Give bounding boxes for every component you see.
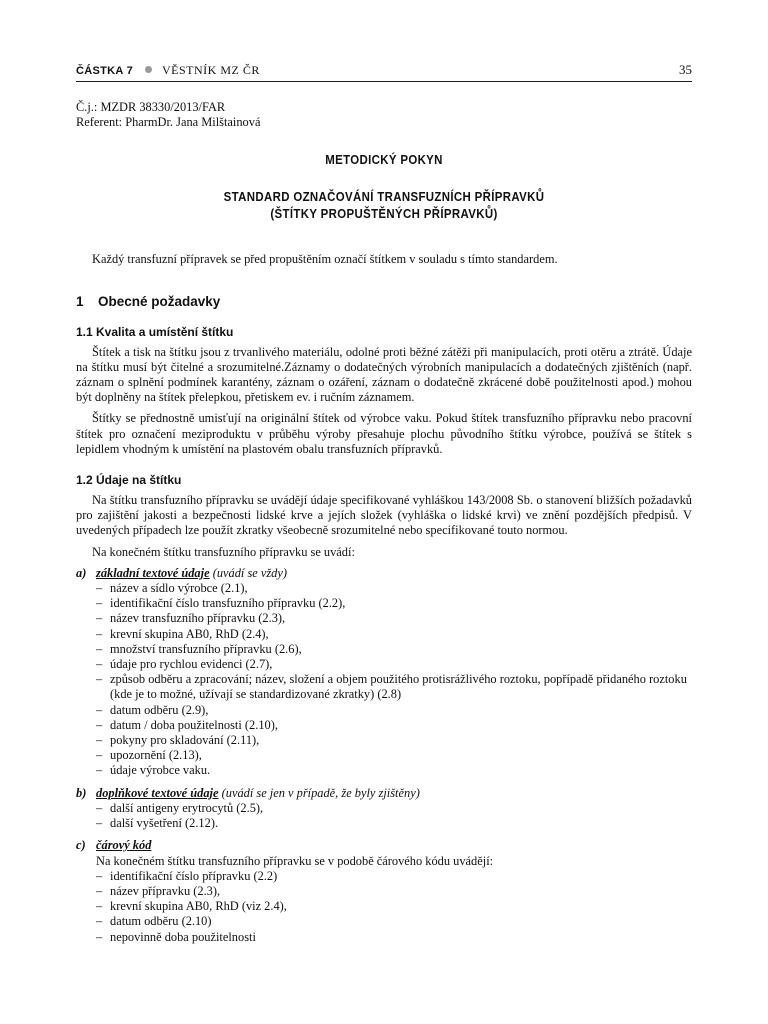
list-item: – krevní skupina AB0, RhD (viz 2.4), xyxy=(96,899,692,914)
list-a-letter: a) xyxy=(76,565,87,580)
subtitle-line-1: STANDARD OZNAČOVÁNÍ TRANSFUZNÍCH PŘÍPRAVKŮ xyxy=(223,189,545,205)
list-item: – krevní skupina AB0, RhD (2.4), xyxy=(96,627,692,642)
list-a-heading xyxy=(76,566,692,581)
list-item: – nepovinně doba použitelnosti xyxy=(96,930,692,945)
section-1-1-paragraph-1: Štítek a tisk na štítku jsou z trvanlivého materiálu, odolné proti běžné zátěži při manipulacích, proti otěru a ztrátě. Údaje na štítku musí být čitelné a srozumitelné.Záznamy o dodatečných výrobních manipulacích a dodatečných zjištěních (např. záznam o splnění podmínek karantény, záznam o ozáření, záznam o dodatečně zkrácené době použitelnosti apod.) mohou být doplněny na štítek přelepkou, přetiskem ev. i ručním záznamem. xyxy=(76,344,692,405)
list-item: – název přípravku (2.3), xyxy=(96,884,692,899)
list-item: – množství transfuzního přípravku (2.6), xyxy=(96,642,692,657)
list-item: – datum / doba použitelnosti (2.10), xyxy=(96,718,692,733)
section-1-number: 1 xyxy=(76,293,84,309)
list-item: – pokyny pro skladování (2.11), xyxy=(96,733,692,748)
list-item: – název transfuzního přípravku (2.3), xyxy=(96,611,692,626)
header-journal: VĚSTNÍK MZ ČR xyxy=(162,63,260,77)
list-a xyxy=(76,581,692,779)
section-1-2-paragraph-2: Na konečném štítku transfuzního přípravku se uvádí: xyxy=(92,544,355,559)
list-item: – datum odběru (2.10) xyxy=(96,914,692,929)
section-1-2-paragraph-1: Na štítku transfuzního přípravku se uvádějí údaje specifikované vyhláškou 143/2008 Sb. o stanovení bližších požadavků pro zajištění jakosti a bezpečnosti lidské krve a jejích složek (vyhláška o lidské krvi) ve znění pozdějších předpisů. V uvedených případech lze použít zkratky všeobecně srozumitelné nebo specifikované touto normou. xyxy=(76,493,692,538)
document-title: METODICKÝ POKYN xyxy=(325,152,443,168)
reference-cj: Č.j.: MZDR 38330/2013/FAR xyxy=(76,100,226,114)
list-b-label: doplňkové textové údaje xyxy=(96,785,219,800)
page-number: 35 xyxy=(679,62,692,77)
section-1-1-paragraph-2: Štítky se přednostně umisťují na originální štítek od výrobce vaku. Pokud štítek transfuzního přípravku nebo pracovní štítek pro označení meziproduktu v průběhu výroby přesahuje plochu původního štítku výrobce, používá se štítek s lepidlem vhodným k umístění na plastovém obalu transfuzních přípravků. xyxy=(76,411,692,456)
bullet-icon xyxy=(145,66,152,73)
list-b-note: (uvádí se jen v případě, že byly zjištěny) xyxy=(221,785,420,800)
list-c-heading xyxy=(76,838,692,853)
list-c-label: čárový kód xyxy=(96,838,152,853)
list-item: – údaje pro rychlou evidenci (2.7), xyxy=(96,657,692,672)
list-item: – identifikační číslo transfuzního přípravku (2.2), xyxy=(96,596,692,611)
list-c-letter: c) xyxy=(76,838,86,853)
header-part: ČÁSTKA 7 xyxy=(76,65,133,77)
list-c-intro: Na konečném štítku transfuzního přípravku se v podobě čárového kódu uvádějí: xyxy=(96,853,494,868)
document-subtitle xyxy=(113,188,655,222)
section-1-heading xyxy=(76,294,692,309)
list-b-heading xyxy=(76,786,692,801)
reference-referent: Referent: PharmDr. Jana Milštainová xyxy=(76,115,261,130)
list-item: – datum odběru (2.9), xyxy=(96,703,692,718)
list-item: – upozornění (2.13), xyxy=(96,748,692,763)
reference-block xyxy=(76,100,692,130)
subtitle-line-2: (ŠTÍTKY PROPUŠTĚNÝCH PŘÍPRAVKŮ) xyxy=(270,206,498,222)
list-item: – způsob odběru a zpracování; název, složení a objem použitého protisrážlivého roztoku, popřípadě přidaného roztoku (kde je to možné, užívají se standardizované zkratky) (2.8) xyxy=(96,672,692,702)
list-b xyxy=(76,801,692,831)
section-1-2-heading: 1.2 Údaje na štítku xyxy=(76,473,182,488)
list-item: – údaje výrobce vaku. xyxy=(96,763,692,778)
list-item: – identifikační číslo přípravku (2.2) xyxy=(96,869,692,884)
list-b-letter: b) xyxy=(76,785,87,800)
intro-paragraph: Každý transfuzní přípravek se před propuštěním označí štítkem v souladu s tímto standardem. xyxy=(92,252,558,267)
section-1-title: Obecné požadavky xyxy=(98,293,221,309)
list-c xyxy=(76,869,692,945)
running-header xyxy=(76,62,692,82)
list-item: – další vyšetření (2.12). xyxy=(96,816,692,831)
list-item: – další antigeny erytrocytů (2.5), xyxy=(96,801,692,816)
list-a-note: (uvádí se vždy) xyxy=(212,565,288,580)
list-a-label: základní textové údaje xyxy=(96,565,210,580)
section-1-1-heading: 1.1 Kvalita a umístění štítku xyxy=(76,324,234,339)
document-page xyxy=(76,62,692,945)
list-item: – název a sídlo výrobce (2.1), xyxy=(96,581,692,596)
